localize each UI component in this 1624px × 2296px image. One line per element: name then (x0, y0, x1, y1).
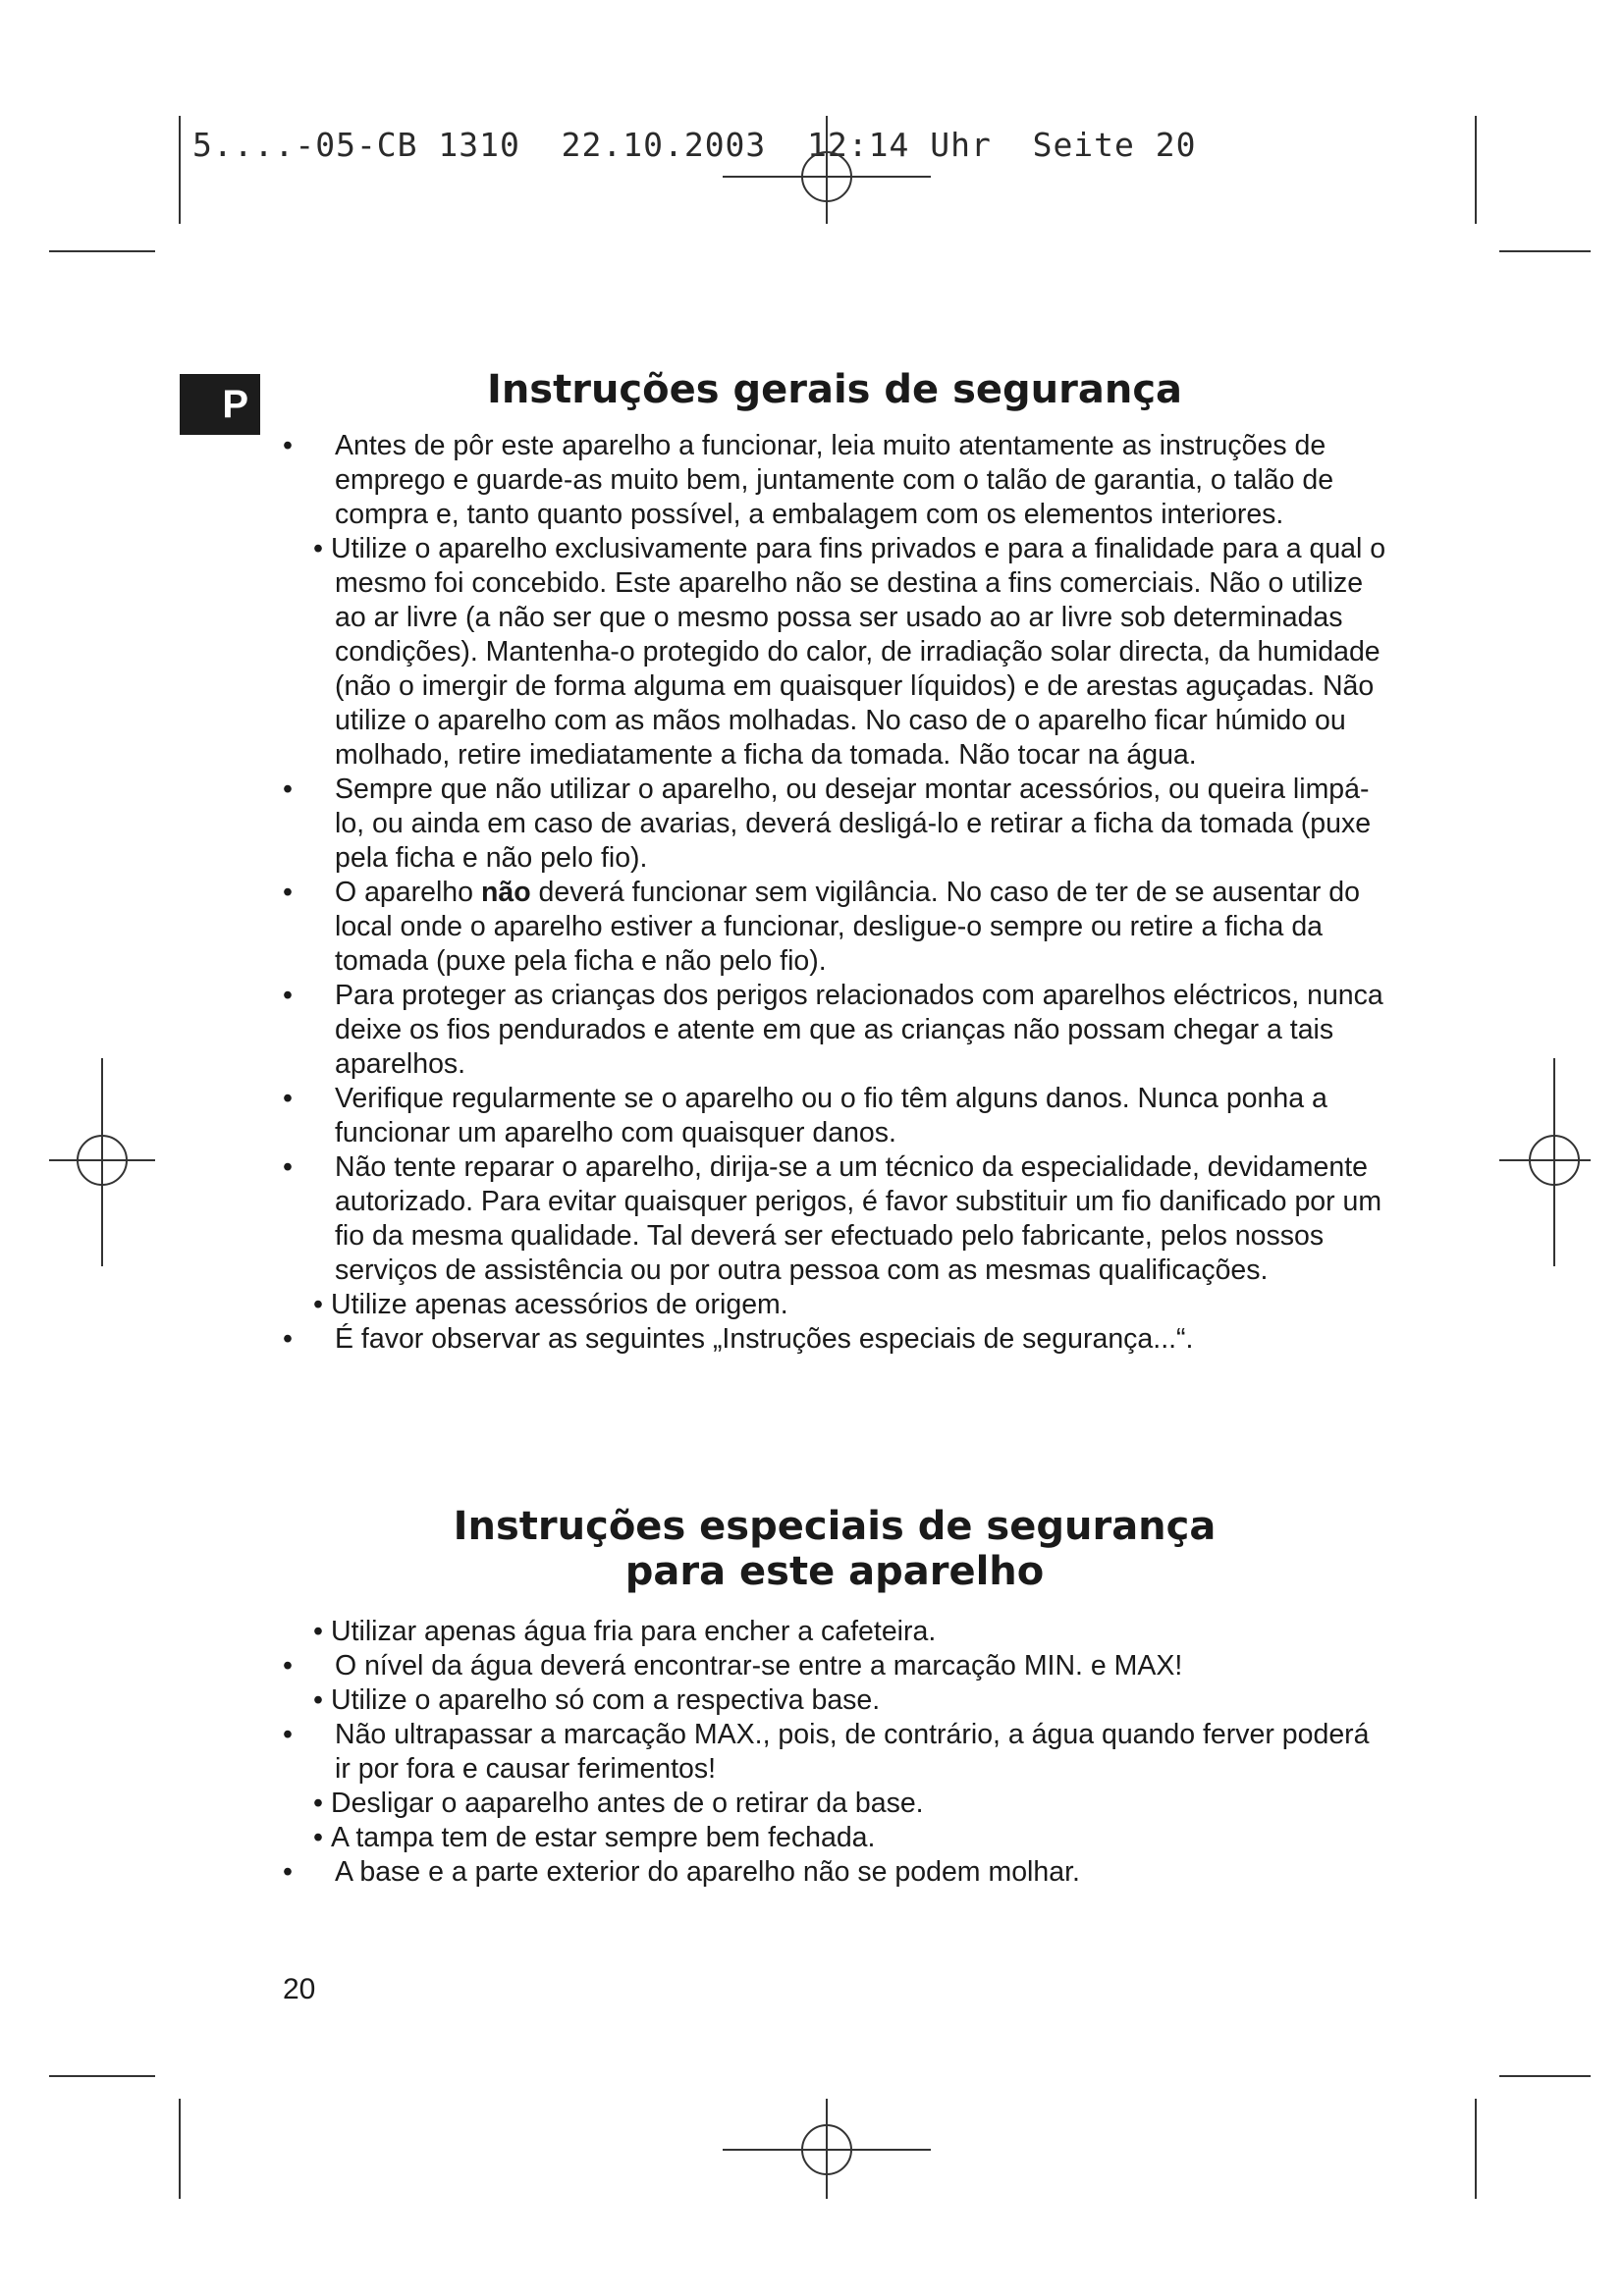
list-item (283, 1288, 1392, 1322)
section-title-line-1: Instruções especiais de segurança (453, 1504, 1217, 1549)
item-text-lead: O aparelho (335, 877, 481, 908)
special-safety-list (283, 1615, 1392, 1890)
list-item (283, 1649, 1392, 1683)
list-item (283, 429, 1392, 532)
item-text: Utilizar apenas água fria para encher a cafeteira. (330, 1616, 937, 1647)
bullet-point: • (283, 980, 293, 1011)
print-header: 5....-05-CB 1310 22.10.2003 12:14 Uhr Seite 20 (192, 126, 1197, 164)
item-text: O nível da água deverá encontrar-se entre a marcação MIN. e MAX! (335, 1650, 1183, 1682)
item-text: Utilize apenas acessórios de origem. (330, 1289, 788, 1320)
item-text: Não tente reparar o aparelho, dirija-se a um técnico da especialidade, devidamente autorizado. Para evitar quaisquer perigos, é favor substituir um fio danificado por um fio da mesma qualidade. Tal deverá ser efectuado pelo fabricante, pelos nossos serviços de assistência ou por outra pessoa com as mesmas qualificações. (335, 1151, 1382, 1286)
item-text: Utilize o aparelho exclusivamente para fins privados e para a finalidade para a qual o mesmo foi concebido. Este aparelho não se destina a fins comerciais. Não o utilize ao ar livre (a não ser que o mesmo possa ser usado ao ar livre sob determinadas condições). Mantenha-o protegido do calor, de irradiação solar directa, da humidade (não o imergir de forma alguma em quaisquer líquidos) e de arestas aguçadas. Não utilize o aparelho com as mãos molhadas. No caso de o aparelho ficar húmido ou molhado, retire imediatamente a ficha da tomada. Não tocar na água. (330, 533, 1386, 771)
crosshair-bottom (723, 2099, 931, 2199)
bullet-point: • (283, 1856, 293, 1888)
bullet-point: • (283, 1650, 293, 1682)
item-text: Para proteger as crianças dos perigos relacionados com aparelhos eléctricos, nunca deixe os fios pendurados e atente em que as crianças não possam chegar a tais aparelhos. (335, 980, 1383, 1080)
list-item (283, 1615, 1392, 1649)
bullet-point: • (283, 1151, 293, 1183)
bullet-point: • (313, 1822, 323, 1853)
list-item (283, 876, 1392, 979)
list-item (283, 1718, 1392, 1787)
list-item (283, 1683, 1392, 1718)
bullet-point: • (313, 1616, 323, 1647)
language-tab: P (180, 374, 260, 435)
item-text: Verifique regularmente se o aparelho ou o fio têm alguns danos. Nunca ponha a funcionar um aparelho com quaisquer danos. (335, 1083, 1327, 1148)
item-text-emphasis: não (480, 877, 531, 908)
bullet-point: • (313, 1289, 323, 1320)
item-text: Utilize o aparelho só com a respectiva base. (330, 1684, 881, 1716)
general-safety-list (283, 429, 1392, 1357)
bullet-point: • (283, 1323, 293, 1355)
crosshair-right (1499, 1058, 1591, 1266)
item-text: deverá funcionar sem vigilância. No caso de ter de se ausentar do local onde o aparelho estiver a funcionar, desligue-o sempre ou retire a ficha da tomada (puxe pela ficha e não pelo fio). (335, 877, 1361, 977)
item-text: Desligar o aaparelho antes de o retirar da base. (330, 1788, 924, 1819)
page-number: 20 (283, 1973, 316, 2005)
bullet-point: • (313, 533, 323, 564)
list-item (283, 1855, 1392, 1890)
bullet-point: • (313, 1788, 323, 1819)
item-text: Sempre que não utilizar o aparelho, ou desejar montar acessórios, ou queira limpá-lo, ou ainda em caso de avarias, deverá desligá-lo e retirar a ficha da tomada (puxe pela ficha e não pelo fio). (335, 774, 1372, 874)
list-item (283, 532, 1392, 773)
item-text: É favor observar as seguintes „Instruções especiais de segurança...“. (335, 1323, 1194, 1355)
list-item (283, 773, 1392, 876)
bullet-point: • (313, 1684, 323, 1716)
section-title-special-safety (295, 1504, 1375, 1594)
crosshair-left (49, 1058, 155, 1266)
bullet-point: • (283, 877, 293, 908)
item-text: A base e a parte exterior do aparelho não se podem molhar. (335, 1856, 1080, 1888)
item-text: Não ultrapassar a marcação MAX., pois, de contrário, a água quando ferver poderá ir por fora e causar ferimentos! (335, 1719, 1370, 1785)
list-item (283, 1787, 1392, 1821)
list-item (283, 1082, 1392, 1150)
list-item (283, 979, 1392, 1082)
list-item (283, 1150, 1392, 1288)
list-item (283, 1322, 1392, 1357)
bullet-point: • (283, 1719, 293, 1750)
bullet-point: • (283, 430, 293, 461)
bullet-point: • (283, 774, 293, 805)
section-title-line: Instruções gerais de segurança (486, 367, 1183, 412)
bullet-point: • (283, 1083, 293, 1114)
section-title-general-safety (295, 367, 1375, 412)
item-text: A tampa tem de estar sempre bem fechada. (330, 1822, 876, 1853)
list-item (283, 1821, 1392, 1855)
section-title-line-2: para este aparelho (624, 1549, 1045, 1594)
item-text: Antes de pôr este aparelho a funcionar, leia muito atentamente as instruções de emprego e guarde-as muito bem, juntamente com o talão de garantia, o talão de compra e, tanto quanto possível, a embalagem com os elementos interiores. (335, 430, 1334, 530)
crosshair-top (723, 116, 931, 224)
